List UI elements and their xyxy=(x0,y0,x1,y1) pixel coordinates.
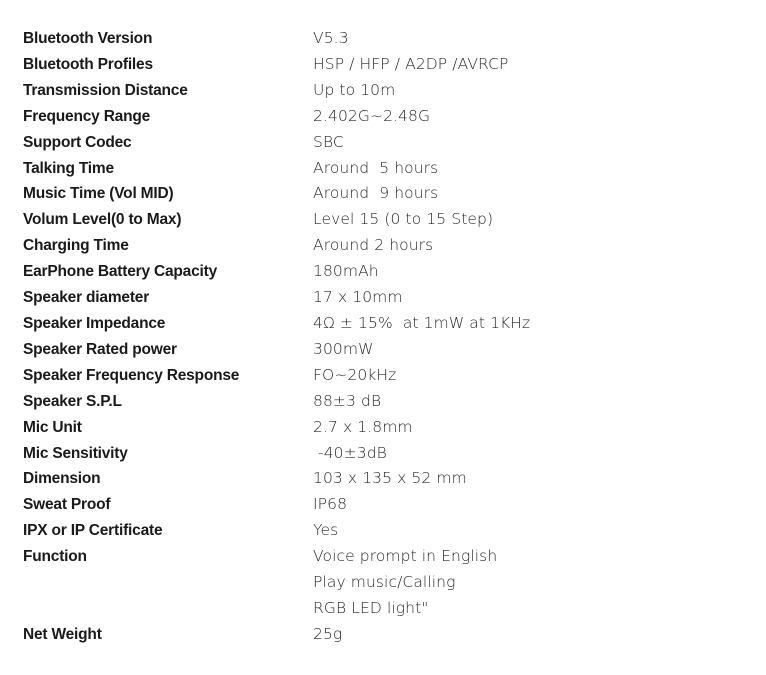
spec-values xyxy=(313,285,723,311)
spec-row xyxy=(23,156,723,182)
spec-row xyxy=(23,233,723,259)
spec-label: Speaker Impedance xyxy=(23,314,166,332)
spec-value: HSP / HFP / A2DP /AVRCP xyxy=(313,54,509,73)
spec-value: 25g xyxy=(313,624,343,643)
spec-label: Talking Time xyxy=(23,159,114,177)
spec-values xyxy=(313,104,723,130)
spec-row xyxy=(23,363,723,389)
spec-value: SBC xyxy=(313,132,344,151)
spec-row xyxy=(23,311,723,337)
spec-label: Speaker S.P.L xyxy=(23,392,122,410)
spec-label: Speaker diameter xyxy=(23,289,150,307)
spec-label: Dimension xyxy=(23,470,101,488)
spec-values xyxy=(313,544,723,622)
spec-values xyxy=(313,492,723,518)
spec-table xyxy=(23,26,723,648)
spec-value: 2.7 x 1.8mm xyxy=(313,417,413,436)
spec-row xyxy=(23,259,723,285)
spec-value: 103 x 135 x 52 mm xyxy=(313,469,467,488)
spec-value: 17 x 10mm xyxy=(313,288,403,307)
spec-row xyxy=(23,104,723,130)
spec-row xyxy=(23,78,723,104)
spec-row xyxy=(23,544,723,622)
spec-values xyxy=(313,156,723,182)
spec-label: Music Time (Vol MID) xyxy=(23,185,174,203)
spec-label: EarPhone Battery Capacity xyxy=(23,263,217,281)
spec-label: Transmission Distance xyxy=(23,81,188,99)
spec-label: Volum Level(0 to Max) xyxy=(23,211,182,229)
spec-label: Frequency Range xyxy=(23,107,151,125)
spec-value: 300mW xyxy=(313,339,374,358)
spec-values xyxy=(313,311,723,337)
spec-values xyxy=(313,207,723,233)
spec-label: Support Codec xyxy=(23,133,132,151)
spec-values xyxy=(313,518,723,544)
spec-row xyxy=(23,52,723,78)
spec-value: Around 9 hours xyxy=(313,184,439,203)
spec-row xyxy=(23,285,723,311)
spec-label: Sweat Proof xyxy=(23,496,111,514)
spec-value: Voice prompt in English xyxy=(313,547,498,566)
spec-values xyxy=(313,259,723,285)
spec-values xyxy=(313,415,723,441)
spec-values xyxy=(313,337,723,363)
spec-values xyxy=(313,622,723,648)
spec-value: 2.402G~2.48G xyxy=(313,106,431,125)
spec-label: Net Weight xyxy=(23,625,102,643)
spec-row xyxy=(23,622,723,648)
spec-value: IP68 xyxy=(313,495,348,514)
spec-row xyxy=(23,466,723,492)
spec-label: Bluetooth Version xyxy=(23,30,153,47)
spec-value: Around 2 hours xyxy=(313,236,434,255)
spec-row xyxy=(23,518,723,544)
spec-values xyxy=(313,181,723,207)
spec-value: Around 5 hours xyxy=(313,158,439,177)
spec-label: Speaker Rated power xyxy=(23,340,177,358)
spec-value: FO~20kHz xyxy=(313,365,397,384)
spec-row xyxy=(23,181,723,207)
spec-values xyxy=(313,363,723,389)
spec-values xyxy=(313,78,723,104)
spec-row xyxy=(23,207,723,233)
spec-value: Play music/Calling xyxy=(313,573,456,592)
spec-value: Up to 10m xyxy=(313,80,396,99)
spec-label: Bluetooth Profiles xyxy=(23,55,153,73)
spec-values xyxy=(313,233,723,259)
spec-value: Level 15 (0 to 15 Step) xyxy=(313,210,494,229)
spec-label: Mic Sensitivity xyxy=(23,444,128,462)
spec-value: V5.3 xyxy=(313,29,349,47)
spec-values xyxy=(313,466,723,492)
spec-value: 4Ω ± 15% at 1mW at 1KHz xyxy=(313,313,531,332)
spec-label: Function xyxy=(23,548,87,566)
spec-label: Charging Time xyxy=(23,237,129,255)
spec-row xyxy=(23,492,723,518)
spec-label: Speaker Frequency Response xyxy=(23,366,240,384)
spec-row xyxy=(23,26,723,52)
spec-values xyxy=(313,26,723,52)
spec-values xyxy=(313,130,723,156)
spec-value: 180mAh xyxy=(313,262,379,281)
spec-value: Yes xyxy=(313,521,339,540)
spec-values xyxy=(313,389,723,415)
spec-value: -40±3dB xyxy=(313,443,387,462)
spec-label: IPX or IP Certificate xyxy=(23,522,163,540)
spec-values xyxy=(313,52,723,78)
spec-row xyxy=(23,415,723,441)
spec-row xyxy=(23,337,723,363)
spec-row xyxy=(23,389,723,415)
spec-value: RGB LED light" xyxy=(313,598,429,617)
spec-value: 88±3 dB xyxy=(313,391,382,410)
spec-row xyxy=(23,130,723,156)
spec-values xyxy=(313,441,723,467)
spec-label: Mic Unit xyxy=(23,418,82,436)
spec-row xyxy=(23,441,723,467)
